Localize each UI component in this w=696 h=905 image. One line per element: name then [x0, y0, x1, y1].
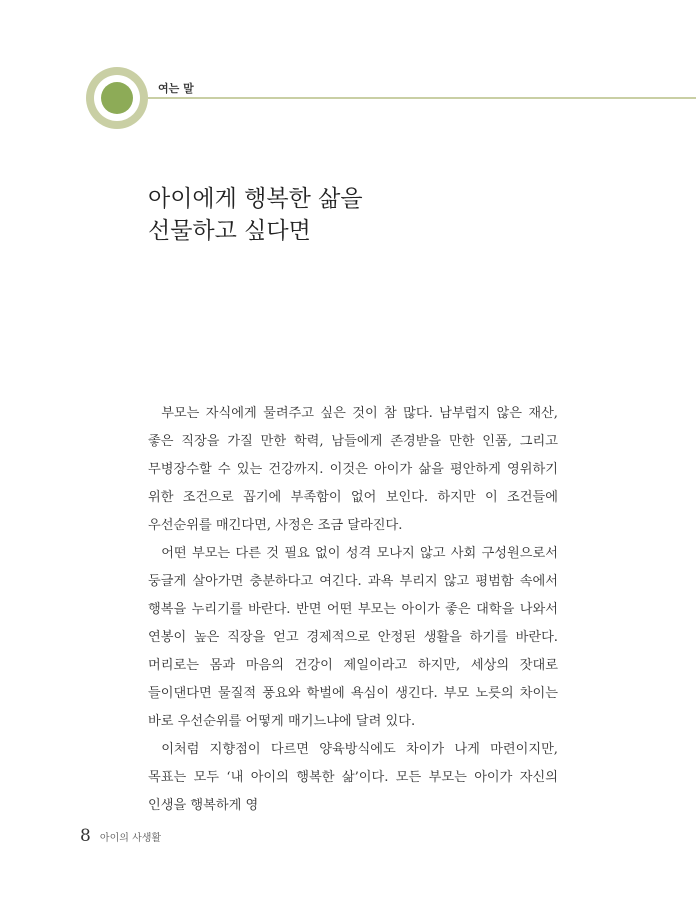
- book-title: 아이의 사생활: [99, 833, 162, 844]
- paragraph: 부모는 자식에게 물려주고 싶은 것이 참 많다. 남부럽지 않은 재산, 좋은 직장을 가질 만한 학력, 남들에게 존경받을 만한 인품, 그리고 무병장수할 수 있는 건강까지. 이것은 아이가 삶을 평안하게 영위하기 위한 조건으로 꼽기에 부족함이 없어 보인다. 하지만 이 조건들에 우선순위를 매긴다면, 사정은 조금 달라진다.: [148, 406, 558, 533]
- page-footer: [80, 826, 161, 846]
- header-rule: [148, 97, 696, 99]
- paragraph: 어떤 부모는 다른 것 필요 없이 성격 모나지 않고 사회 구성원으로서 둥글게 살아가면 충분하다고 여긴다. 과욕 부리지 않고 평범함 속에서 행복을 누리기를 바란다. 반면 어떤 부모는 아이가 좋은 대학을 나와서 연봉이 높은 직장을 얻고 경제적으로 안정된 생활을 하기를 바란다. 머리로는 몸과 마음의 건강이 제일이라고 하지만, 세상의 잣대로 들이댄다면 물질적 풍요와 학벌에 욕심이 생긴다. 부모 노릇의 차이는 바로 우선순위를 어떻게 매기느냐에 달려 있다.: [148, 546, 558, 729]
- emblem-inner-circle: [101, 82, 133, 114]
- title-line-2: 선물하고 싶다면: [148, 218, 311, 244]
- body-text: [148, 400, 558, 820]
- section-label: 여는 말: [158, 82, 194, 95]
- section-emblem-icon: [86, 67, 148, 129]
- chapter-title: [148, 183, 363, 247]
- paragraph: 이처럼 지향점이 다르면 양육방식에도 차이가 나게 마련이지만, 목표는 모두 ‘내 아이의 행복한 삶’이다. 모든 부모는 아이가 자신의 인생을 행복하게 영: [148, 742, 558, 813]
- title-line-1: 아이에게 행복한 삶을: [148, 186, 363, 212]
- page-number: 8: [80, 826, 91, 846]
